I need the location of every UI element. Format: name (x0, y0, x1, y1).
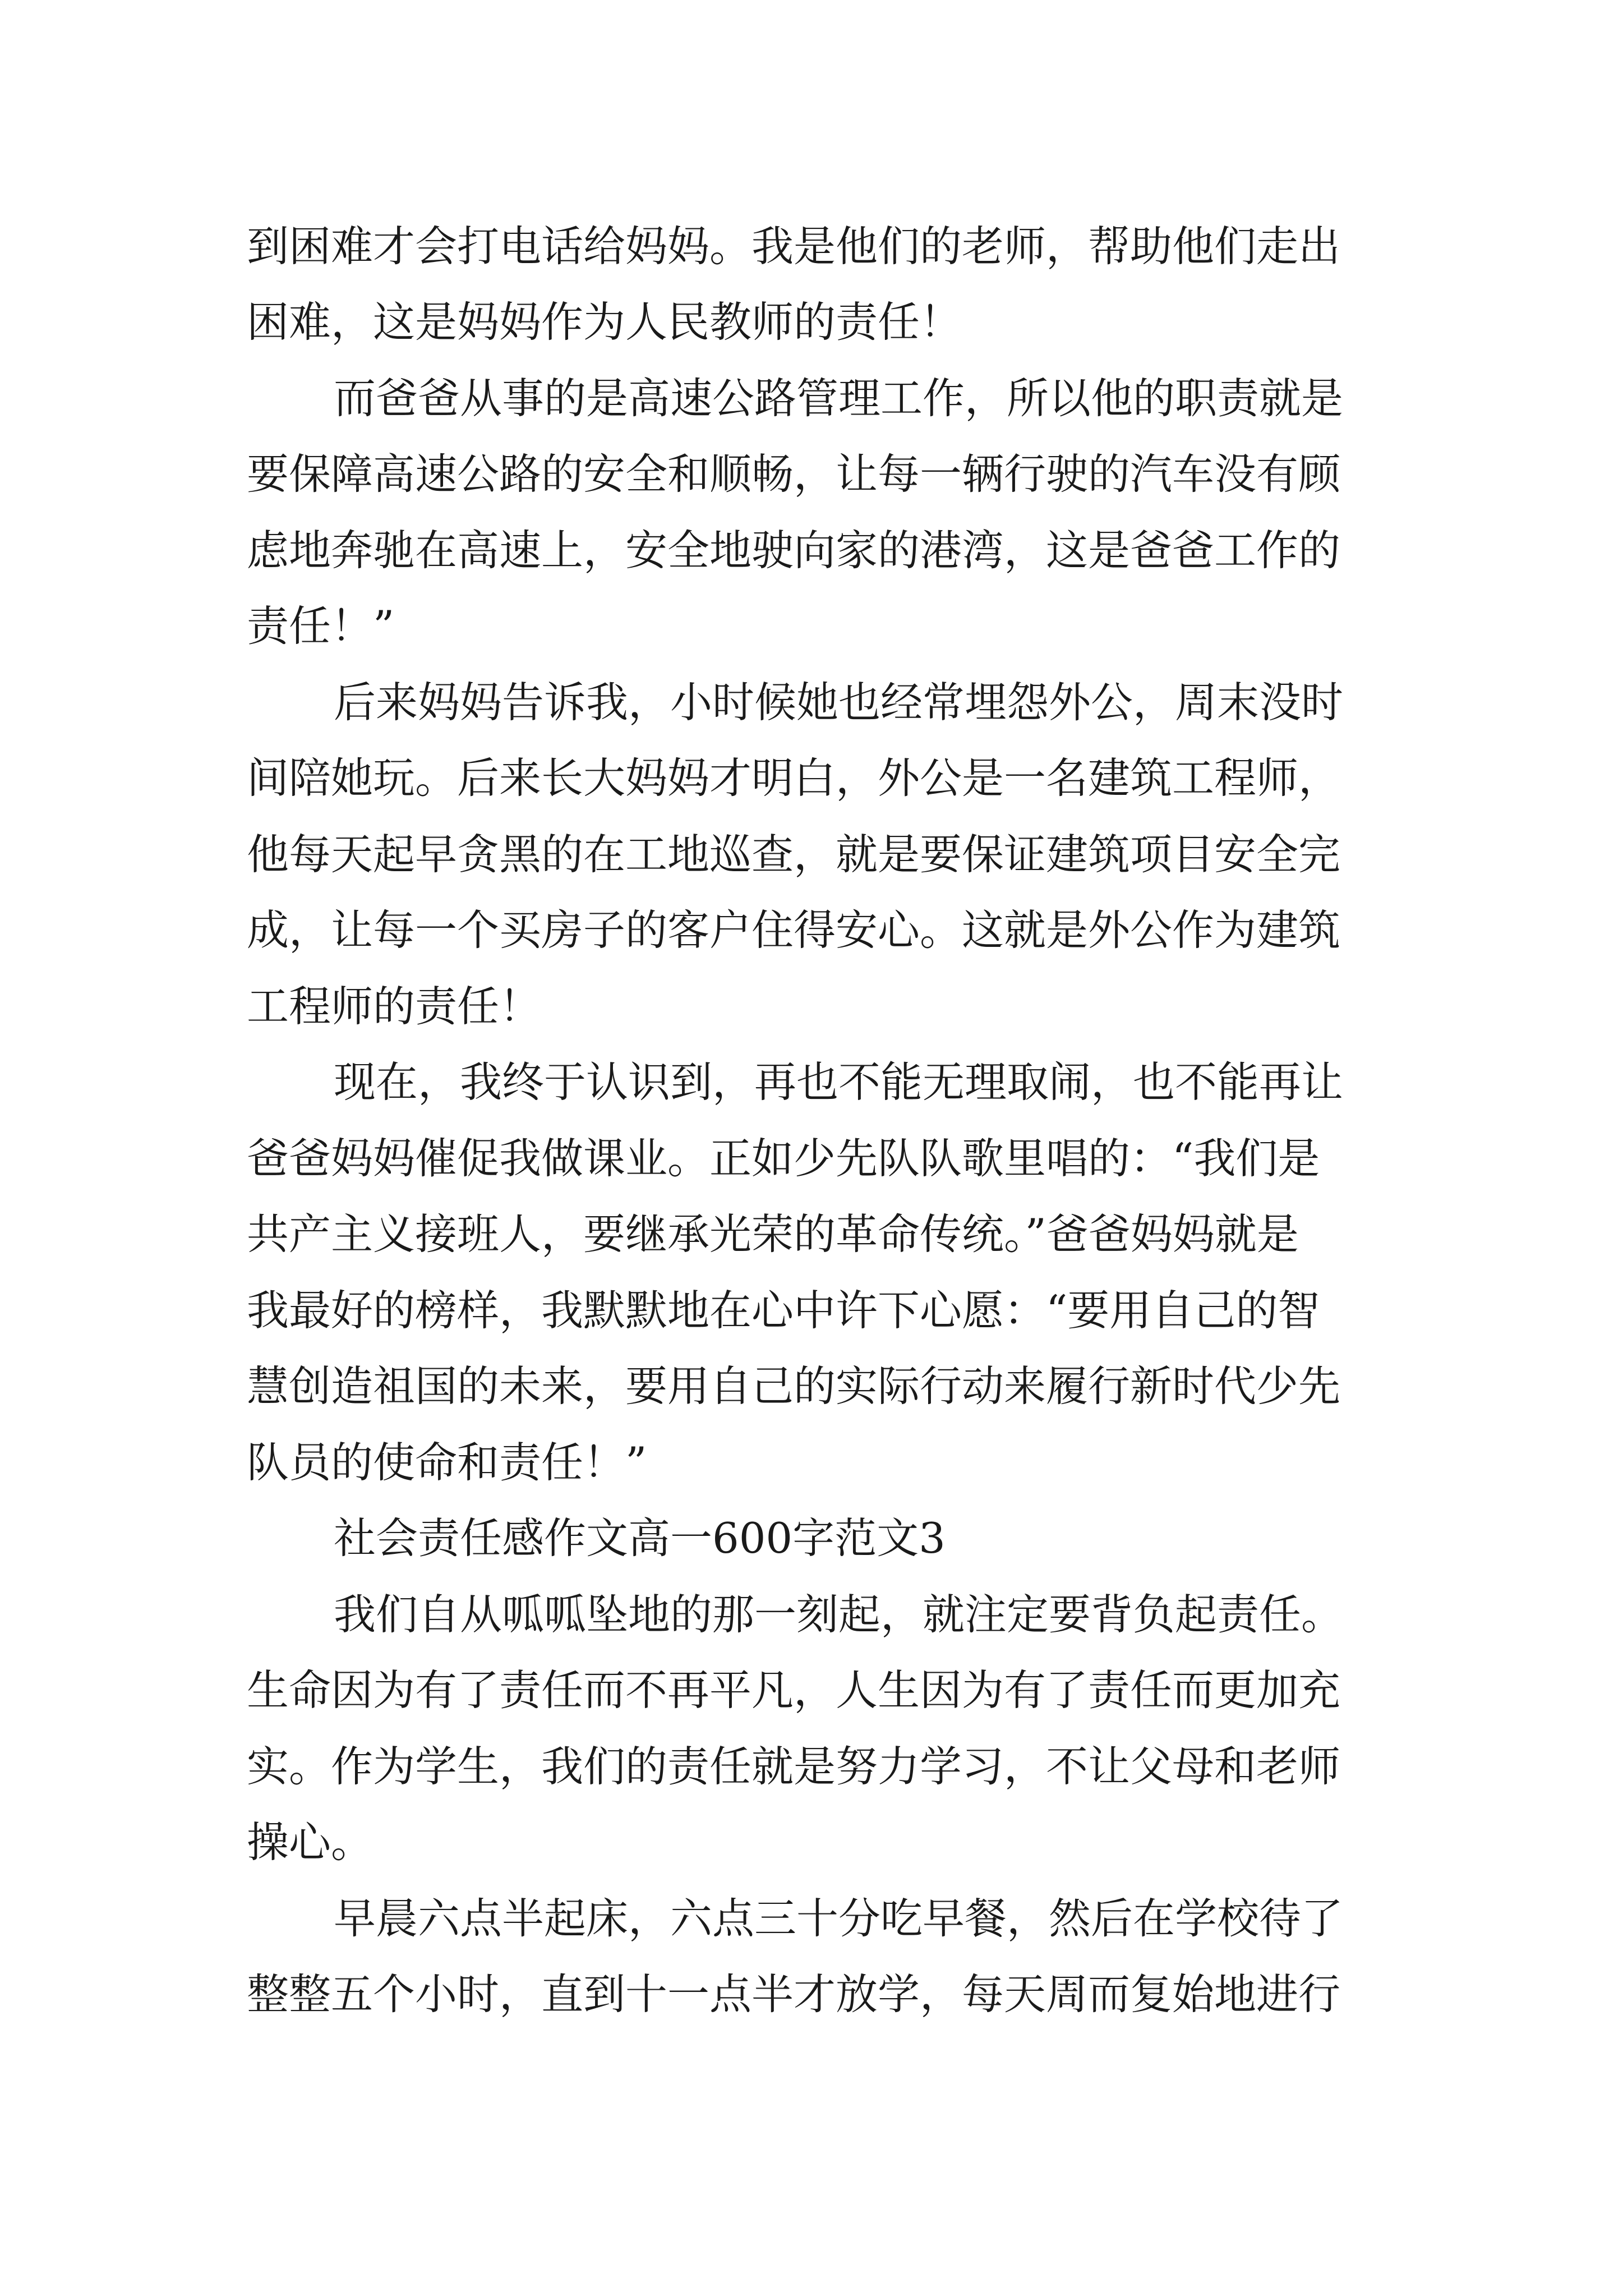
paragraph-line: 成，让每一个买房子的客户住得安心。这就是外公作为建筑 (247, 905, 1341, 955)
paragraph-line: 我们自从呱呱坠地的那一刻起，就注定要背负起责任。 (334, 1590, 1344, 1639)
paragraph-line: 要保障高速公路的安全和顺畅，让每一辆行驶的汽车没有顾 (247, 449, 1341, 499)
paragraph-line: 实。作为学生，我们的责任就是努力学习，不让父母和老师 (247, 1742, 1341, 1791)
paragraph-line: 爸爸妈妈催促我做课业。正如少先队队歌里唱的：“我们是 (247, 1134, 1320, 1183)
paragraph-line: 队员的使命和责任！” (247, 1438, 647, 1487)
paragraph-line: 我最好的榜样，我默默地在心中许下心愿：“要用自己的智 (247, 1286, 1320, 1335)
paragraph-line: 工程师的责任！ (247, 982, 542, 1031)
paragraph-line: 早晨六点半起床，六点三十分吃早餐，然后在学校待了 (334, 1894, 1344, 1943)
paragraph-line: 共产主义接班人，要继承光荣的革命传统。”爸爸妈妈就是 (247, 1209, 1299, 1259)
paragraph-line: 后来妈妈告诉我，小时候她也经常埋怨外公，周末没时 (334, 678, 1344, 727)
section-heading: 社会责任感作文高一600字范文3 (334, 1513, 946, 1563)
paragraph-line: 生命因为有了责任而不再平凡，人生因为有了责任而更加充 (247, 1665, 1341, 1715)
paragraph-line: 虑地奔驰在高速上，安全地驶向家的港湾，这是爸爸工作的 (247, 526, 1341, 575)
paragraph-line: 他每天起早贪黑的在工地巡查，就是要保证建筑项目安全完 (247, 830, 1341, 879)
paragraph-line: 现在，我终于认识到，再也不能无理取闹，也不能再让 (334, 1057, 1344, 1107)
paragraph-line: 操心。 (247, 1818, 374, 1867)
paragraph-line: 而爸爸从事的是高速公路管理工作，所以他的职责就是 (334, 374, 1344, 423)
paragraph-line: 间陪她玩。后来长大妈妈才明白，外公是一名建筑工程师， (247, 753, 1341, 803)
paragraph-line: 到困难才会打电话给妈妈。我是他们的老师，帮助他们走出 (247, 222, 1341, 271)
paragraph-line: 慧创造祖国的未来，要用自己的实际行动来履行新时代少先 (247, 1361, 1341, 1411)
paragraph-line: 困难，这是妈妈作为人民教师的责任！ (247, 297, 962, 347)
paragraph-line: 整整五个小时，直到十一点半才放学，每天周而复始地进行 (247, 1970, 1341, 2019)
paragraph-line: 责任！” (247, 601, 395, 651)
